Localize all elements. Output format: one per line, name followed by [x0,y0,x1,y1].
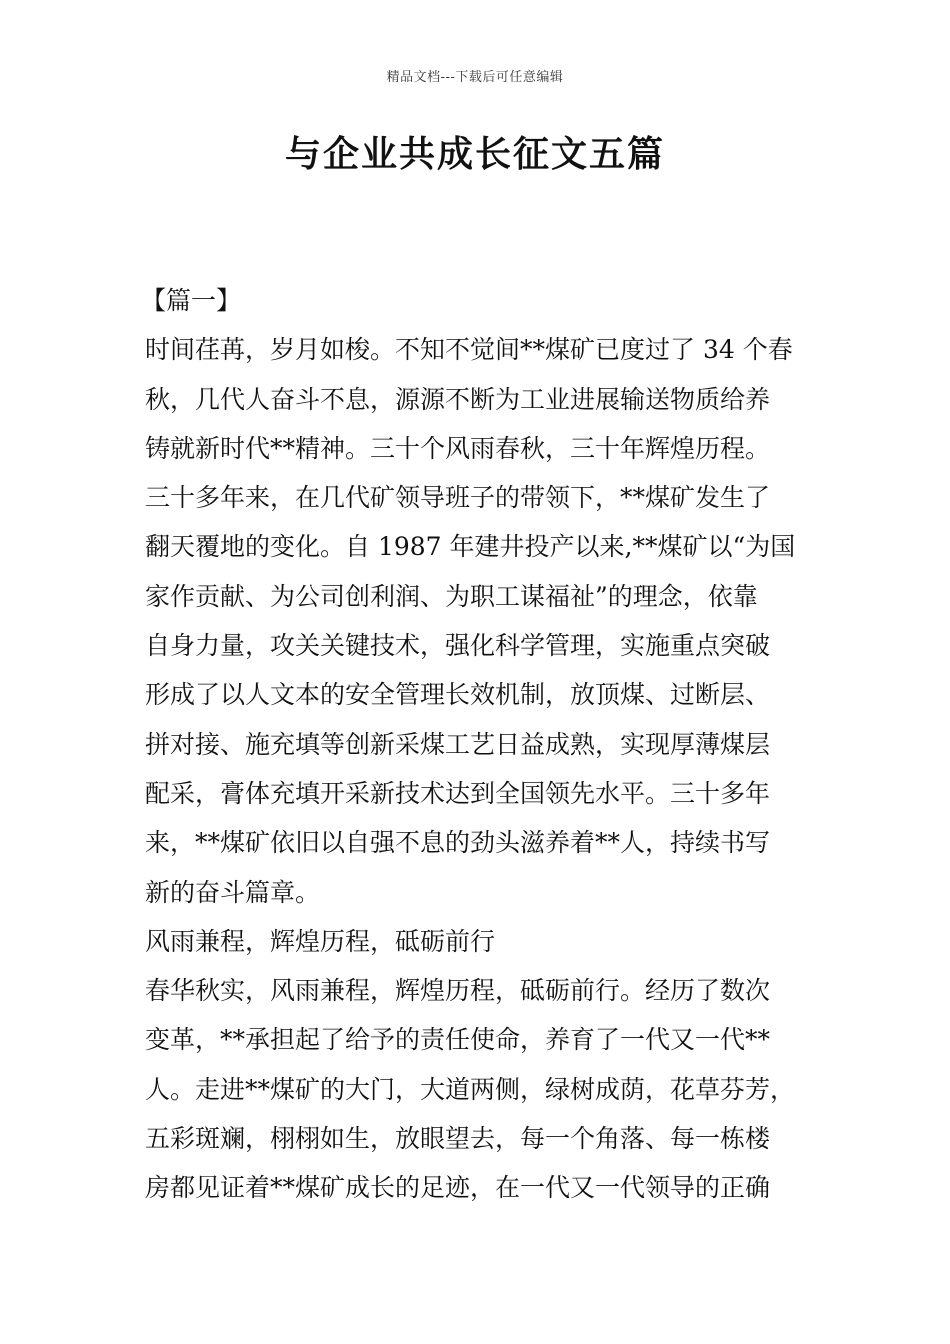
paragraph-line: 家作贡献、为公司创利润、为职工谋福祉”的理念，依靠 [145,581,758,611]
paragraph-line: 三十多年来，在几代矿领导班子的带领下，**煤矿发生了 [145,483,771,513]
subheading-line: 风雨兼程，辉煌历程，砥砺前行 [145,926,496,956]
paragraph-line: 人。走进**煤矿的大门，大道两侧，绿树成荫，花草芬芳， [145,1074,796,1104]
paragraph-line: 时间荏苒，岁月如梭。不知不觉间**煤矿已度过了 34 个春 [145,335,793,365]
paragraph-line: 秋，几代人奋斗不息，源源不断为工业进展输送物质给养 [145,384,771,414]
section-label: 【篇一】 [141,286,242,315]
body-text [141,276,815,1213]
paragraph-line: 新的奋斗篇章。 [145,877,321,907]
paragraph-line: 春华秋实，风雨兼程，辉煌历程，砥砺前行。经历了数次 [145,976,771,1006]
paragraph-line: 五彩斑斓，栩栩如生，放眼望去，每一个角落、每一栋楼 [145,1124,771,1154]
paragraph-line: 拼对接、施充填等创新采煤工艺日益成熟，实现厚薄煤层 [145,729,771,759]
paragraph-line: 翻天覆地的变化。自 1987 年建井投产以来,**煤矿以“为国 [145,532,796,562]
paragraph-line: 自身力量，攻关关键技术，强化科学管理，实施重点突破 [145,631,771,661]
paragraph-line: 形成了以人文本的安全管理长效机制，放顶煤、过断层、 [145,680,771,710]
paragraph-line: 变革，**承担起了给予的责任使命，养育了一代又一代** [145,1025,771,1055]
header-note: 精品文档---下载后可任意编辑 [386,70,564,85]
paragraph-line: 来，**煤矿依旧以自强不息的劲头滋养着**人，持续书写 [145,828,771,858]
document-title: 与企业共成长征文五篇 [284,134,665,175]
paragraph-line: 铸就新时代**精神。三十个风雨春秋，三十年辉煌历程。 [145,433,771,463]
paragraph-line: 房都见证着**煤矿成长的足迹，在一代又一代领导的正确 [145,1173,771,1203]
paragraph-line: 配采，膏体充填开采新技术达到全国领先水平。三十多年 [145,778,771,808]
